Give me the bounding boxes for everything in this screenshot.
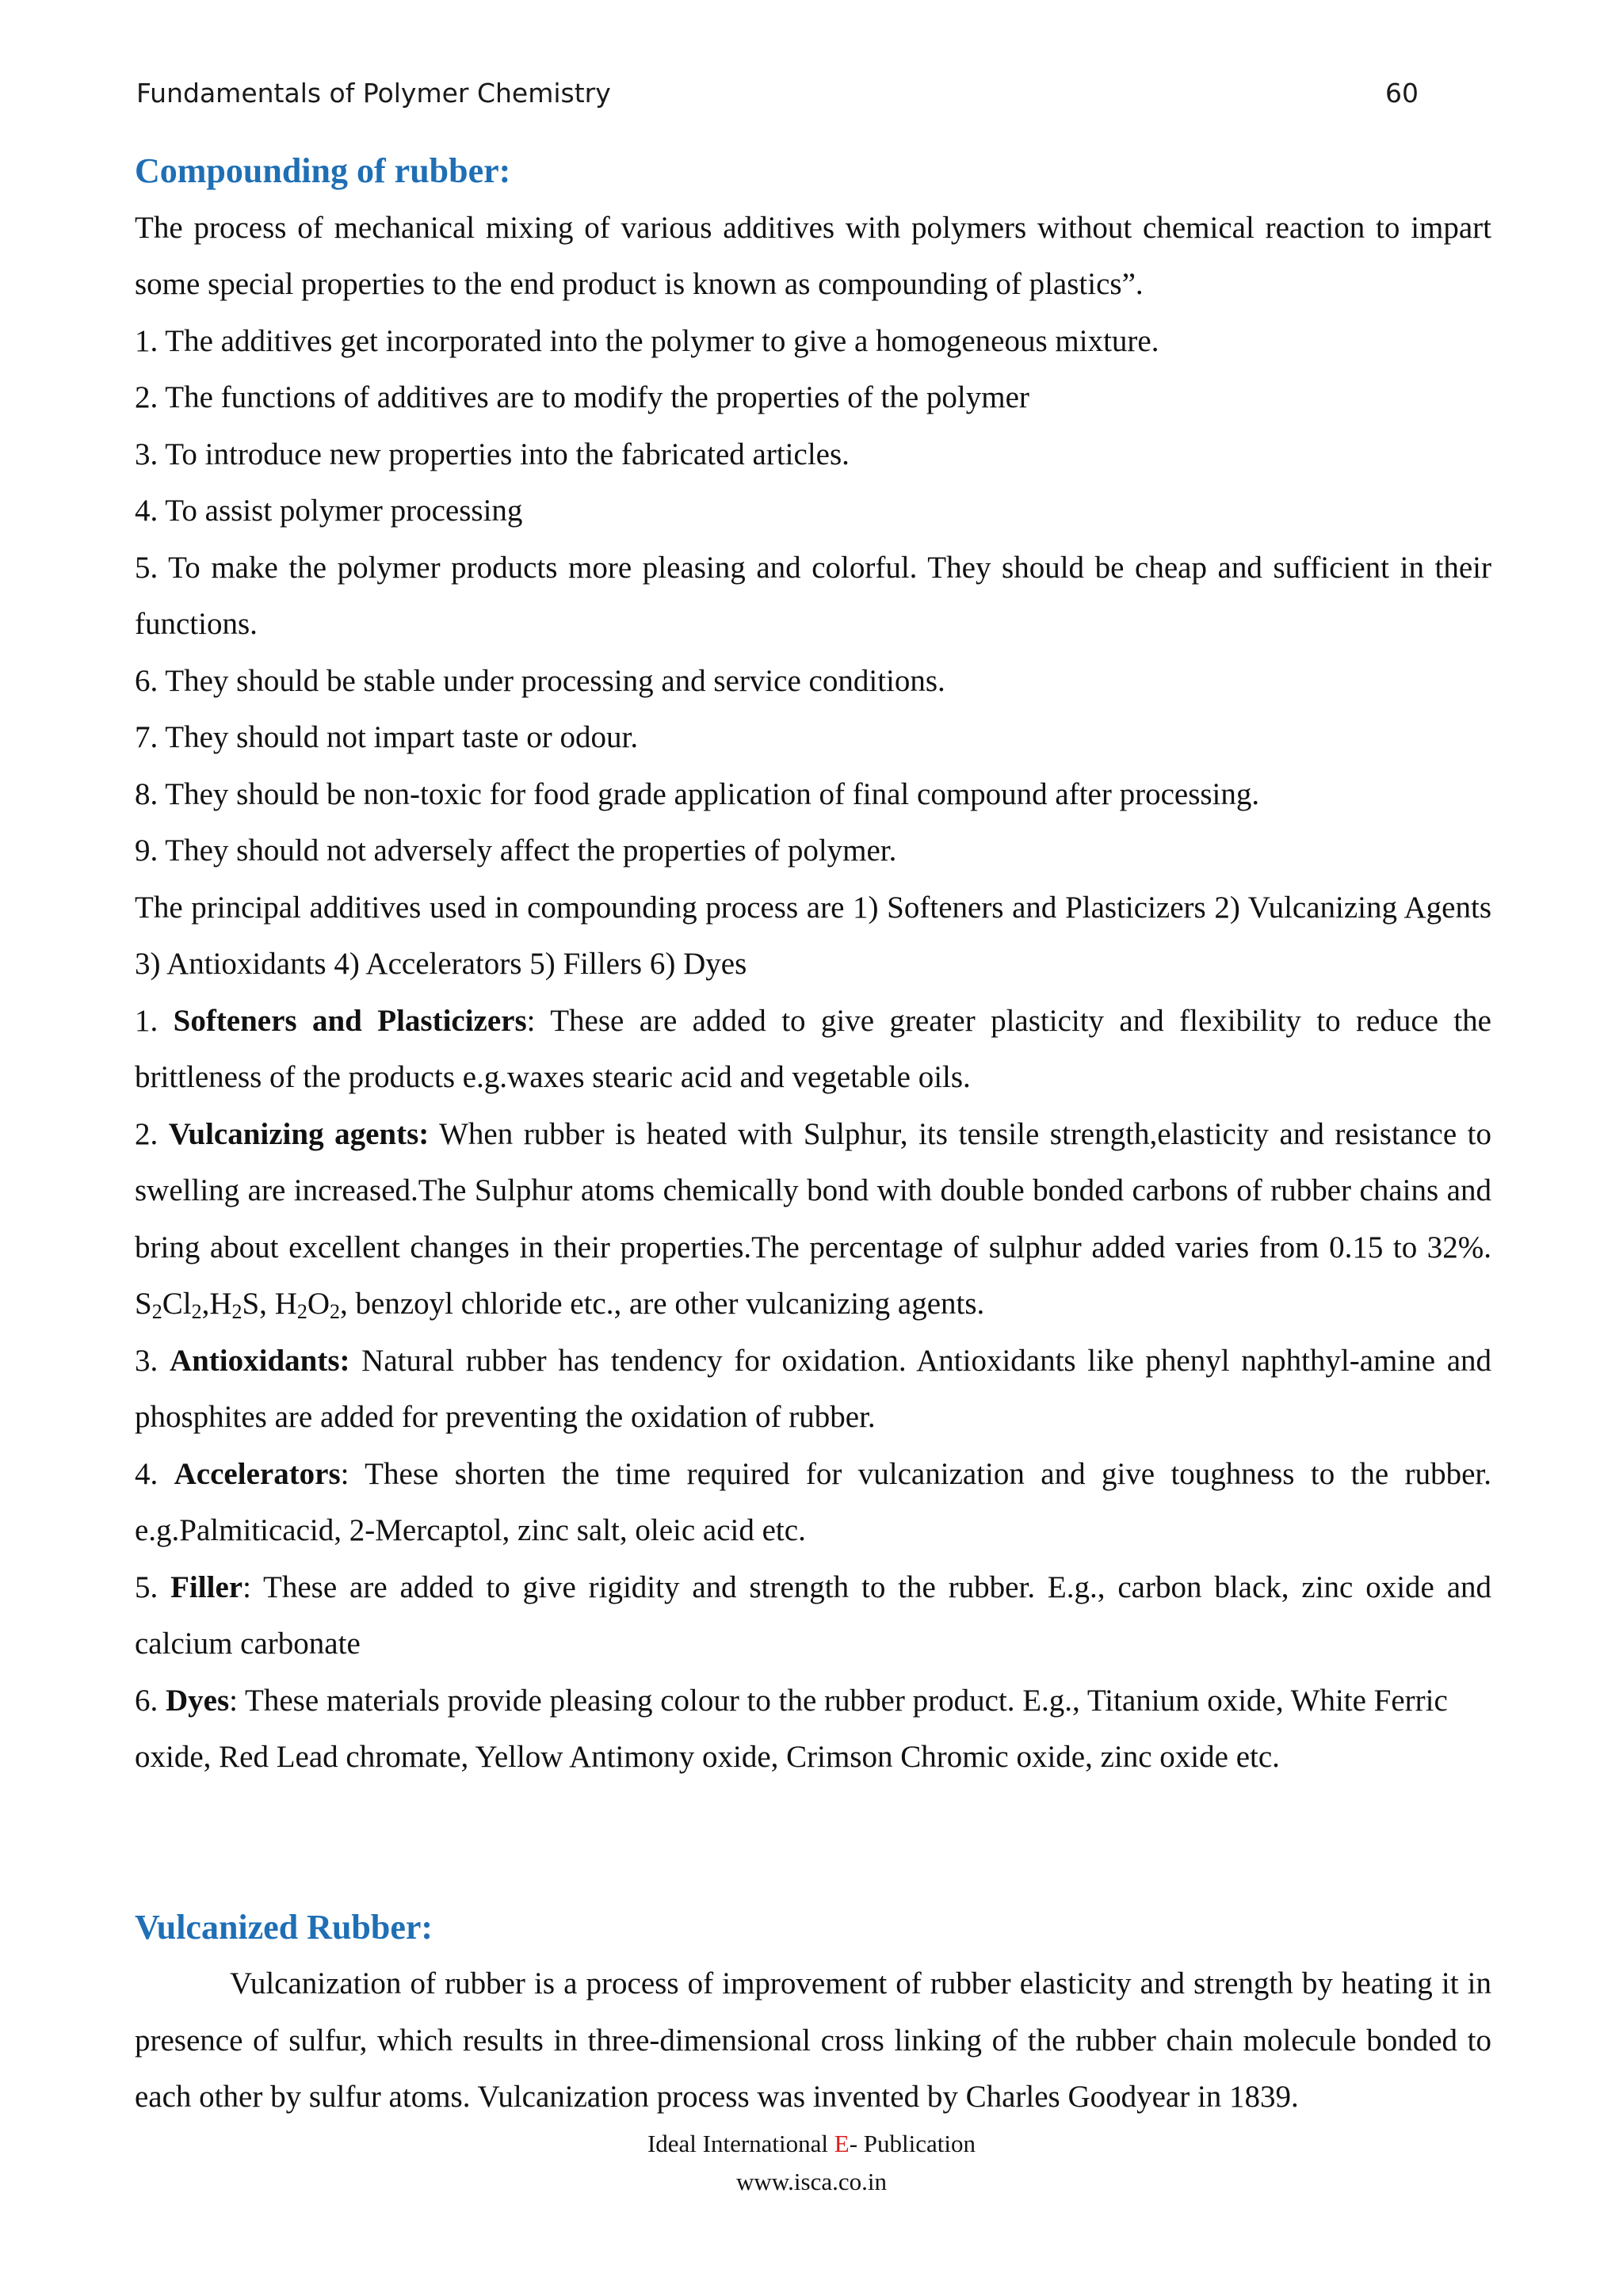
additive-description-tail: , benzoyl chloride etc., are other vulcanizing agents.	[340, 1287, 985, 1321]
additive-antioxidants	[135, 1333, 1491, 1446]
publisher-line: Ideal International E- Publication	[647, 2130, 976, 2157]
publisher-url[interactable]: www.isca.co.in	[736, 2168, 887, 2195]
list-item: 8. They should be non-toxic for food grade application of final compound after processing.	[135, 776, 1260, 811]
section-heading-compounding: Compounding of rubber:	[135, 151, 511, 190]
additive-description: : These materials provide pleasing colour to the rubber product. E.g., Titanium oxide, White Ferric oxide, Red Lead chromate, Yellow Antimony oxide, Crimson Chromic oxide, zinc oxide etc.	[135, 1683, 1448, 1774]
running-header	[136, 78, 1419, 116]
publisher-e-letter: E	[834, 2130, 850, 2157]
additive-filler	[135, 1559, 1491, 1672]
additive-dyes	[135, 1672, 1491, 1786]
additive-term: Vulcanizing agents:	[168, 1116, 430, 1151]
page-content	[135, 143, 1491, 2126]
additive-number: 6.	[135, 1683, 166, 1718]
section-heading-vulcanized: Vulcanized Rubber:	[135, 1907, 433, 1947]
additive-term: Dyes	[166, 1683, 230, 1718]
formula-s2cl2: $S_2Cl_2$	[135, 1287, 202, 1323]
vulcanized-paragraph: Vulcanization of rubber is a process of improvement of rubber elasticity and strength by heating it in presence of sulfur, which results in three-dimensional cross linking of the rubber chain molecule bonded to each other by sulfur atoms. Vulcanization process was invented by Charles Goodyear in 1839.	[135, 1966, 1491, 2114]
additive-term: Filler	[170, 1569, 243, 1604]
section-spacer	[135, 1786, 1491, 1899]
additive-description: : These are added to give greater plasticity and flexibility to reduce the brittleness of the products e.g.waxes stearic acid and vegetable oils.	[135, 1003, 1491, 1094]
list-item: 6. They should be stable under processing and service conditions.	[135, 663, 945, 698]
additive-softeners	[135, 993, 1491, 1106]
list-item: 2. The functions of additives are to modify the properties of the polymer	[135, 380, 1029, 414]
additive-term: Accelerators	[174, 1456, 341, 1491]
additive-number: 4.	[135, 1456, 174, 1491]
principal-additives-paragraph: The principal additives used in compounding process are 1) Softeners and Plasticizers 2) Vulcanizing Agents 3) Antioxidants 4) Accelerators 5) Fillers 6) Dyes	[135, 890, 1491, 981]
list-item: 5. To make the polymer products more pleasing and colorful. They should be cheap and sufficient in their functions.	[135, 550, 1491, 641]
additive-term: Antioxidants:	[169, 1343, 350, 1378]
additive-description: : These are added to give rigidity and strength to the rubber. E.g., carbon black, zinc oxide and calcium carbonate	[135, 1569, 1492, 1661]
additive-number: 3.	[135, 1343, 170, 1378]
list-item: 3. To introduce new properties into the fabricated articles.	[135, 437, 850, 471]
additive-number: 2.	[135, 1116, 169, 1151]
additive-number: 1.	[135, 1003, 174, 1038]
book-title: Fundamentals of Polymer Chemistry	[136, 78, 611, 109]
list-item: 1. The additives get incorporated into the polymer to give a homogeneous mixture.	[135, 323, 1159, 358]
page-number: 60	[1385, 78, 1419, 109]
additive-vulcanizing	[135, 1106, 1491, 1333]
additive-description: : These shorten the time required for vulcanization and give toughness to the rubber. e.g.Palmiticacid, 2-Mercaptol, zinc salt, oleic acid etc.	[135, 1456, 1491, 1547]
list-item: 4. To assist polymer processing	[135, 494, 523, 528]
formula-h2s: $,H_2S$,	[201, 1287, 275, 1323]
additive-description: Natural rubber has tendency for oxidation. Antioxidants like phenyl naphthyl-amine and phosphites are added for preventing the oxidation of rubber.	[135, 1343, 1492, 1434]
list-item: 9. They should not adversely affect the properties of polymer.	[135, 833, 897, 868]
intro-paragraph: The process of mechanical mixing of various additives with polymers without chemical reaction to impart some special properties to the end product is known as compounding of plastics”.	[135, 210, 1491, 301]
additive-description: When rubber is heated with Sulphur, its tensile strength,elasticity and resistance to swelling are increased.The Sulphur atoms chemically bond with double bonded carbons of rubber chains and bring about excellent changes in their properties.The percentage of sulphur added varies from 0.15 to 32%.	[135, 1116, 1492, 1264]
list-item: 7. They should not impart taste or odour.	[135, 720, 639, 754]
additive-accelerators	[135, 1446, 1491, 1559]
additive-number: 5.	[135, 1569, 171, 1604]
formula-h2o2: $H_2O_2$	[274, 1287, 341, 1323]
additive-term: Softeners and Plasticizers	[173, 1003, 527, 1038]
